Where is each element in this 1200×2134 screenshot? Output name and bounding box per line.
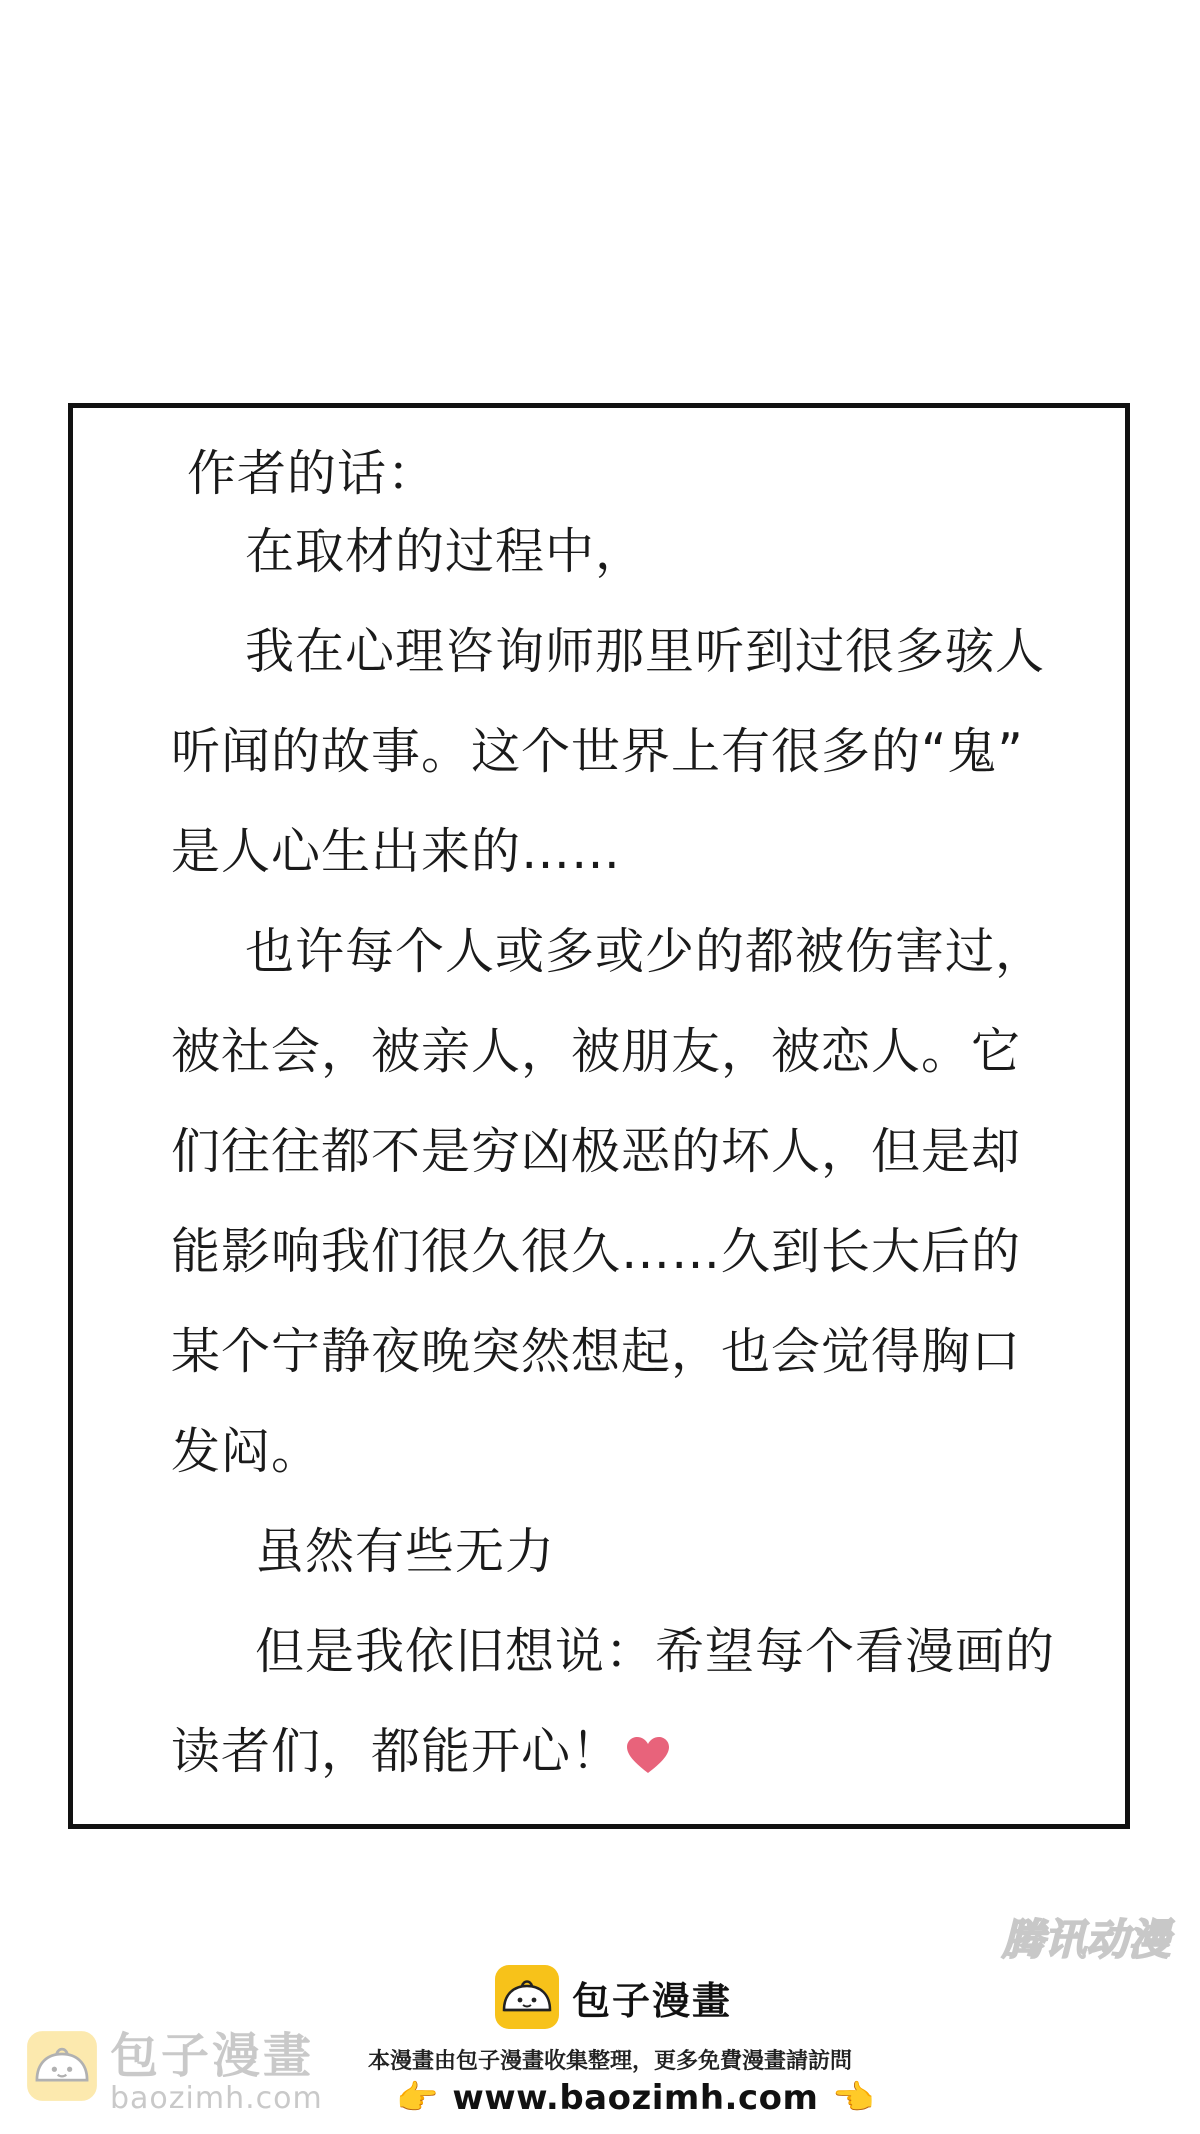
- note-line: 们往往都不是穷凶极恶的坏人，但是却: [171, 1123, 1022, 1180]
- brand-name: 包子漫畫: [572, 1978, 733, 2023]
- tencent-comic-watermark: [990, 1908, 1182, 1968]
- brand-name-faded: 包子漫畫: [110, 2028, 315, 2084]
- note-line: 某个宁静夜晚突然想起，也会觉得胸口: [171, 1323, 1022, 1380]
- note-line: 也许每个人或多或少的都被伤害过，: [245, 923, 1046, 980]
- baozi-brand-left: [26, 2030, 323, 2116]
- note-line: 但是我依旧想说：希望每个看漫画的: [255, 1623, 1056, 1680]
- note-line: 发闷。: [171, 1423, 322, 1480]
- site-url-row: [396, 2076, 875, 2120]
- note-line: 我在心理咨询师那里听到过很多骇人: [245, 623, 1046, 680]
- note-line: 在取材的过程中，: [245, 523, 646, 580]
- bun-logo-icon: [26, 2030, 98, 2102]
- pointing-left-icon: 👈: [832, 2078, 875, 2118]
- note-heading: 作者的话：: [187, 445, 438, 502]
- pointing-right-icon: 👉: [396, 2078, 439, 2118]
- author-note-box: [68, 403, 1130, 1829]
- collection-notice: 本漫畫由包子漫畫收集整理，更多免費漫畫請訪問: [367, 2049, 852, 2074]
- baozi-brand-center: [494, 1962, 732, 2032]
- note-line: 被社会，被亲人，被朋友，被恋人。它: [171, 1023, 1022, 1080]
- note-last-line: [171, 1722, 671, 1782]
- note-line: 虽然有些无力: [255, 1523, 556, 1580]
- note-line: 能影响我们很久很久……久到长大后的: [171, 1223, 1022, 1280]
- bun-logo-icon: [494, 1964, 560, 2030]
- note-line: 听闻的故事。这个世界上有很多的“鬼”: [171, 723, 1024, 780]
- brand-site-faded: baozimh.com: [110, 2081, 323, 2116]
- tencent-watermark-text: 腾讯动漫: [1001, 1915, 1171, 1964]
- site-url-link[interactable]: www.baozimh.com: [452, 2078, 819, 2118]
- note-line: 读者们，都能开心！: [171, 1723, 622, 1780]
- note-line: 是人心生出来的……: [171, 823, 622, 880]
- heart-icon: [625, 1735, 671, 1775]
